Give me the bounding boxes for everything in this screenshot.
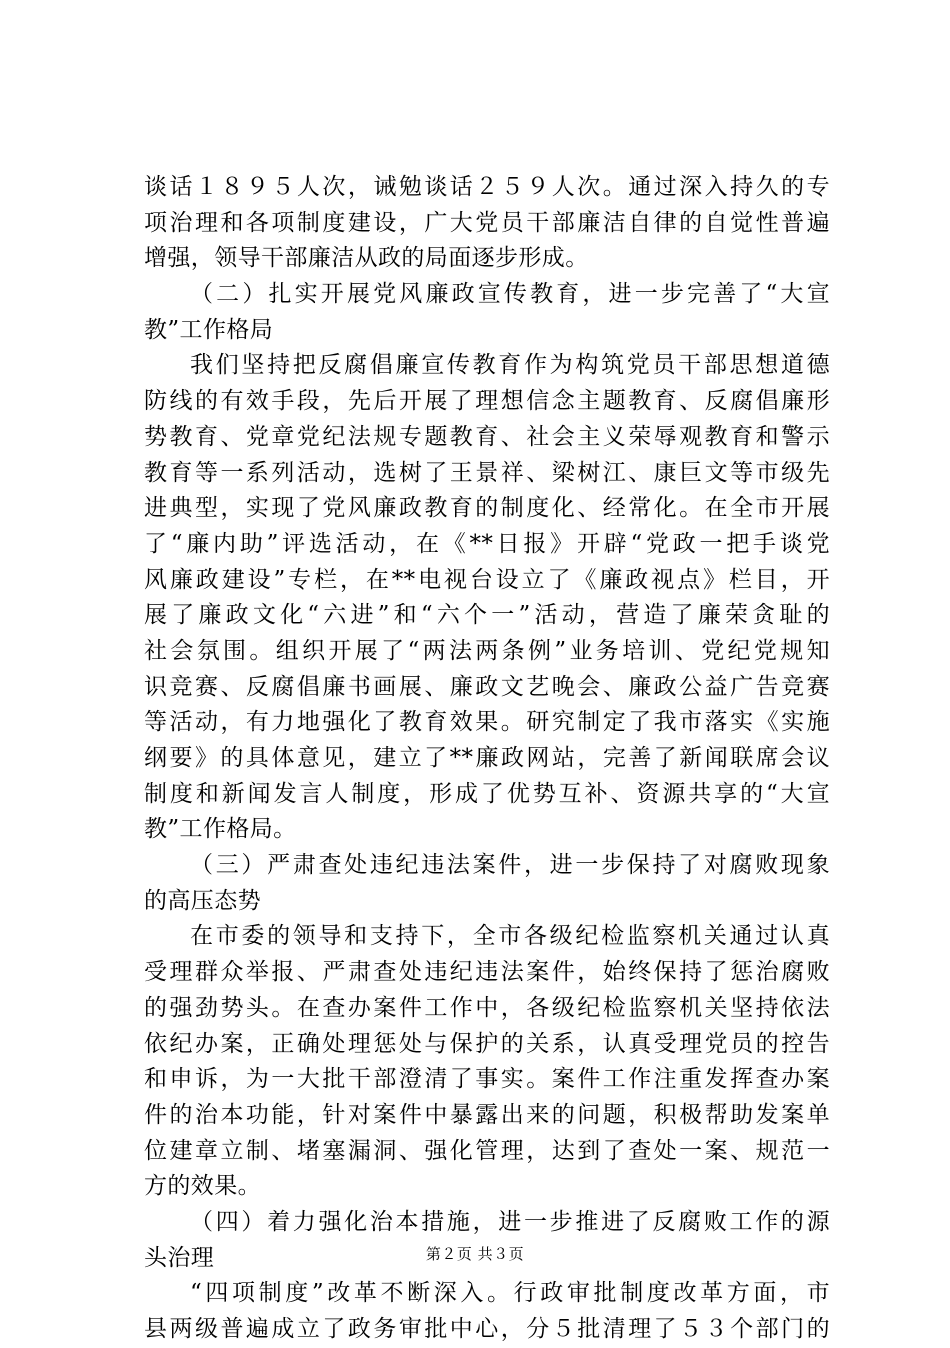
text-line: 教育等一系列活动，选树了王景祥、梁树江、康巨文等市级先 xyxy=(144,459,830,486)
text-line: 县两级普遍成立了政务审批中心，分５批清理了５３个部门的 xyxy=(144,1316,830,1342)
text-line: 件的治本功能，针对案件中暴露出来的问题，积极帮助发案单 xyxy=(144,1101,830,1128)
text-line: 防线的有效手段，先后开展了理想信念主题教育、反腐倡廉形 xyxy=(144,388,830,415)
text-line: 和申诉，为一大批干部澄清了事实。案件工作注重发挥查办案 xyxy=(144,1066,830,1093)
text-line: 我们坚持把反腐倡廉宣传教育作为构筑党员干部思想道德 xyxy=(190,352,830,379)
text-line: 项治理和各项制度建设，广大党员干部廉洁自律的自觉性普遍 xyxy=(144,209,830,236)
text-line: （四）着力强化治本措施，进一步推进了反腐败工作的源 xyxy=(190,1208,830,1235)
text-line: 制度和新闻发言人制度，形成了优势互补、资源共享的“大宣 xyxy=(144,780,830,807)
text-line: 进典型，实现了党风廉政教育的制度化、经常化。在全市开展 xyxy=(144,495,830,522)
text-line: 位建章立制、堵塞漏洞、强化管理，达到了查处一案、规范一 xyxy=(144,1137,830,1164)
page-footer: 第２页 共３页 xyxy=(425,1245,525,1263)
text-line: 势教育、党章党纪法规专题教育、社会主义荣辱观教育和警示 xyxy=(144,423,830,450)
text-line: 的高压态势 xyxy=(144,887,261,914)
text-line: 的强劲势头。在查办案件工作中，各级纪检监察机关坚持依法 xyxy=(144,994,830,1021)
text-line: 教”工作格局。 xyxy=(144,816,297,843)
text-line: （二）扎实开展党风廉政宣传教育，进一步完善了“大宣 xyxy=(190,281,830,308)
document-body xyxy=(144,170,830,1348)
text-line: 识竞赛、反腐倡廉书画展、廉政文艺晚会、廉政公益广告竞赛 xyxy=(144,673,830,700)
text-line: 了“廉内助”评选活动，在《**日报》开辟“党政一把手谈党 xyxy=(144,530,830,557)
text-line: 受理群众举报、严肃查处违纪违法案件，始终保持了惩治腐败 xyxy=(144,959,830,986)
text-line: 社会氛围。组织开展了“两法两条例”业务培训、党纪党规知 xyxy=(144,637,830,664)
text-line: “四项制度”改革不断深入。行政审批制度改革方面，市 xyxy=(190,1280,830,1307)
text-line: 风廉政建设”专栏，在**电视台设立了《廉政视点》栏目，开 xyxy=(144,566,830,593)
text-line: 谈话１８９５人次，诫勉谈话２５９人次。通过深入持久的专 xyxy=(144,174,830,200)
text-line: 教”工作格局 xyxy=(144,316,274,343)
text-line: 头治理 xyxy=(144,1244,215,1271)
text-line: 纲要》的具体意见，建立了**廉政网站，完善了新闻联席会议 xyxy=(144,745,830,771)
text-line: 增强，领导干部廉洁从政的局面逐步形成。 xyxy=(144,245,589,272)
text-line: 等活动，有力地强化了教育效果。研究制定了我市落实《实施 xyxy=(144,709,830,736)
text-line: 方的效果。 xyxy=(144,1173,261,1200)
text-line: 在市委的领导和支持下，全市各级纪检监察机关通过认真 xyxy=(190,923,830,950)
text-line: 依纪办案，正确处理惩处与保护的关系，认真受理党员的控告 xyxy=(144,1030,830,1057)
text-line: 展了廉政文化“六进”和“六个一”活动，营造了廉荣贪耻的 xyxy=(144,602,830,629)
text-line: （三）严肃查处违纪违法案件，进一步保持了对腐败现象 xyxy=(190,852,830,879)
